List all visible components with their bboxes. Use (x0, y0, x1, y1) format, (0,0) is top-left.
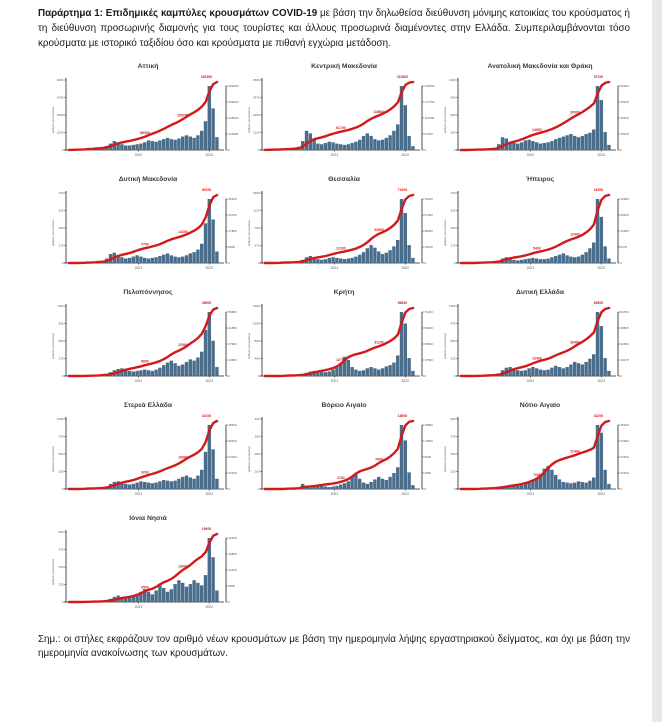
line-value-label: 30200 (201, 187, 212, 192)
svg-text:33900: 33900 (620, 196, 629, 201)
svg-text:32350: 32350 (620, 341, 629, 346)
svg-text:30150: 30150 (620, 115, 629, 120)
svg-text:3375: 3375 (252, 95, 260, 100)
svg-text:27900: 27900 (228, 341, 237, 346)
svg-text:0: 0 (61, 147, 64, 152)
chart-cell-6 (50, 287, 246, 391)
svg-text:14850: 14850 (424, 438, 433, 443)
line-value-label: 66600 (397, 300, 408, 305)
svg-text:500: 500 (58, 451, 64, 456)
line-value-label: 61700 (336, 125, 346, 130)
y-axis-label: αριθμός κρουσμάτων (443, 106, 447, 133)
chart-title: Ανατολική Μακεδονία και Θράκη (487, 62, 593, 70)
svg-text:125: 125 (58, 582, 64, 587)
svg-text:200: 200 (254, 451, 260, 456)
svg-text:171750: 171750 (424, 99, 435, 104)
x-tick-label: 2022 (205, 604, 213, 609)
chart-title: Πελοπόννησος (123, 288, 173, 296)
x-tick-label: 2021 (134, 604, 143, 609)
x-tick-label: 2022 (205, 378, 213, 383)
svg-text:975: 975 (450, 321, 456, 326)
line-value-label: 19900 (178, 455, 188, 460)
svg-text:700: 700 (450, 190, 456, 195)
x-tick-label: 2022 (597, 152, 605, 157)
chart-canvas (50, 185, 246, 277)
line-value-label: 14500 (532, 127, 542, 132)
svg-text:24300: 24300 (228, 454, 237, 459)
svg-text:100: 100 (254, 469, 260, 474)
svg-text:450: 450 (450, 451, 456, 456)
svg-text:48600: 48600 (228, 422, 237, 427)
line-value-label: 8800 (141, 359, 149, 364)
appendix-header (38, 7, 630, 52)
svg-text:9000: 9000 (56, 77, 64, 82)
line-value-label: 13400 (532, 355, 542, 360)
svg-text:750: 750 (58, 434, 64, 439)
x-tick-label: 2021 (134, 265, 143, 270)
svg-text:0: 0 (453, 373, 456, 378)
line-value-label: 32800 (374, 227, 384, 232)
svg-text:0: 0 (257, 486, 260, 491)
y-axis-label: αριθμός κρουσμάτων (51, 445, 55, 472)
svg-text:226000: 226000 (228, 115, 239, 120)
chart-canvas (246, 298, 442, 390)
footnote-text: οι στήλες εκφράζουν τον αριθμό νέων κρουσμάτων με βάση την ημερομηνία λήψης εργαστηριακού δείγματος, και όχι με βάση την ημερομηνία ανακοίνωσης των κρουσμάτων. (38, 633, 630, 660)
y-axis-label: αριθμός κρουσμάτων (51, 558, 55, 585)
chart-cell-4 (246, 174, 442, 278)
svg-text:0: 0 (424, 486, 427, 491)
svg-text:825: 825 (58, 321, 64, 326)
chart-cell-12 (50, 513, 246, 617)
svg-text:4500: 4500 (252, 77, 260, 82)
line-value-label: 22400 (570, 449, 580, 454)
svg-text:57250: 57250 (424, 131, 433, 136)
svg-text:2250: 2250 (252, 112, 260, 117)
line-value-label: 3500 (141, 585, 149, 590)
svg-text:11200: 11200 (228, 567, 237, 572)
line-value-label: 19600 (201, 526, 212, 531)
chart-title: Ιόνια Νησιά (129, 514, 167, 522)
chart-cell-5 (442, 174, 638, 278)
svg-text:525: 525 (450, 208, 456, 213)
y-axis-label: αριθμός κρουσμάτων (443, 332, 447, 359)
chart-canvas (50, 524, 246, 616)
svg-text:4950: 4950 (424, 470, 432, 475)
chart-title: Νότιο Αιγαίο (519, 401, 561, 409)
chart-cell-9 (50, 400, 246, 504)
chart-title: Κεντρική Μακεδονία (311, 62, 377, 70)
svg-text:1300: 1300 (448, 303, 456, 308)
x-tick-label: 2022 (401, 378, 409, 383)
svg-text:64700: 64700 (620, 309, 629, 314)
svg-text:45200: 45200 (620, 422, 629, 427)
line-value-label: 42200 (593, 413, 604, 418)
y-axis-label: αριθμός κρουσμάτων (247, 219, 251, 246)
svg-text:0: 0 (620, 147, 623, 152)
svg-text:175: 175 (58, 243, 64, 248)
line-value-label: 391500 (200, 74, 213, 79)
svg-text:250: 250 (58, 564, 64, 569)
line-value-label: 10600 (178, 563, 188, 568)
svg-text:9900: 9900 (424, 454, 432, 459)
x-tick-label: 2022 (597, 491, 605, 496)
chart-canvas (442, 411, 638, 503)
svg-text:800: 800 (254, 338, 260, 343)
chart-cell-7 (246, 287, 442, 391)
svg-text:114500: 114500 (424, 115, 435, 120)
svg-text:22400: 22400 (228, 535, 237, 540)
svg-text:8475: 8475 (620, 244, 628, 249)
line-value-label: 12200 (336, 246, 346, 251)
svg-text:0: 0 (620, 486, 623, 491)
chart-title: Κρήτη (333, 288, 355, 296)
svg-text:0: 0 (453, 147, 456, 152)
svg-text:0: 0 (228, 599, 231, 604)
svg-text:1000: 1000 (56, 416, 64, 421)
svg-text:325: 325 (450, 356, 456, 361)
chart-cell-2 (442, 61, 638, 165)
svg-text:17800: 17800 (228, 228, 237, 233)
y-axis-label: αριθμός κρουσμάτων (247, 445, 251, 472)
chart-cell-11 (442, 400, 638, 504)
chart-cell-8 (442, 287, 638, 391)
line-value-label: 88300 (140, 130, 150, 135)
svg-text:0: 0 (228, 373, 231, 378)
x-tick-label: 2022 (401, 491, 409, 496)
svg-text:400: 400 (254, 356, 260, 361)
svg-text:76400: 76400 (424, 196, 433, 201)
x-tick-label: 2021 (330, 378, 339, 383)
svg-text:5600: 5600 (228, 583, 236, 588)
chart-canvas (50, 298, 246, 390)
svg-text:600: 600 (450, 112, 456, 117)
y-axis-label: αριθμός κρουσμάτων (51, 332, 55, 359)
svg-text:675: 675 (450, 434, 456, 439)
line-value-label: 30000 (570, 110, 580, 115)
y-axis-label: αριθμός κρουσμάτων (247, 332, 251, 359)
line-value-label: 71600 (397, 187, 408, 192)
svg-text:0: 0 (424, 260, 427, 265)
chart-title: Ήπειρος (525, 175, 555, 183)
chart-canvas (442, 298, 638, 390)
x-tick-label: 2021 (134, 378, 143, 383)
x-tick-label: 2021 (134, 491, 143, 496)
x-tick-label: 2021 (330, 491, 339, 496)
svg-text:33900: 33900 (620, 438, 629, 443)
svg-text:400: 400 (254, 416, 260, 421)
line-value-label: 12400 (570, 232, 580, 237)
line-value-label: 205700 (177, 113, 189, 118)
svg-text:900: 900 (450, 95, 456, 100)
svg-text:41850: 41850 (228, 325, 237, 330)
svg-text:0: 0 (61, 599, 64, 604)
svg-text:1100: 1100 (57, 303, 64, 308)
chart-title: Αττική (137, 62, 159, 70)
line-value-label: 12700 (336, 357, 346, 362)
svg-text:1200: 1200 (252, 321, 260, 326)
chart-title: Βόρειο Αιγαίο (321, 401, 367, 409)
svg-text:175: 175 (450, 243, 456, 248)
svg-text:300: 300 (450, 130, 456, 135)
chart-canvas (246, 72, 442, 164)
svg-text:750: 750 (254, 225, 260, 230)
footnote (38, 633, 630, 662)
svg-text:2250: 2250 (56, 130, 64, 135)
svg-text:650: 650 (450, 338, 456, 343)
chart-title: Στερεά Ελλάδα (123, 401, 173, 409)
line-value-label: 31500 (593, 187, 604, 192)
svg-text:4500: 4500 (56, 112, 64, 117)
svg-text:0: 0 (228, 486, 231, 491)
svg-text:55800: 55800 (228, 309, 237, 314)
svg-text:339000: 339000 (228, 99, 239, 104)
line-value-label: 7000 (533, 472, 541, 477)
x-tick-label: 2021 (526, 378, 535, 383)
svg-text:17800: 17800 (424, 357, 433, 362)
svg-text:0: 0 (228, 147, 231, 152)
svg-text:36450: 36450 (228, 438, 237, 443)
svg-text:550: 550 (58, 338, 64, 343)
chart-canvas (246, 411, 442, 503)
svg-text:0: 0 (453, 486, 456, 491)
chart-cell-1 (246, 61, 442, 165)
line-value-label: 5400 (533, 246, 541, 251)
line-value-label: 60800 (593, 300, 604, 305)
x-tick-label: 2021 (526, 265, 535, 270)
line-value-label: 22500 (178, 342, 188, 347)
svg-text:16800: 16800 (228, 551, 237, 556)
chart-canvas (442, 185, 638, 277)
line-value-label: 31100 (374, 340, 384, 345)
chart-cell-3 (50, 174, 246, 278)
svg-text:1600: 1600 (252, 303, 260, 308)
line-value-label: 2100 (337, 475, 345, 480)
chart-cell-10 (246, 400, 442, 504)
svg-text:525: 525 (58, 208, 64, 213)
svg-text:19100: 19100 (424, 244, 433, 249)
appendix-header-rest: με βάση την δηλωθείσα διεύθυνση μόνιμης κατοικίας του κρούσματος ή τη διεύθυνση προσωρινής διαμονής για τους τουρίστες και άλλους προσωρινά διαμένοντες στην Ελλάδα. Συμπεριλαμβάνονται τόσο κρούσματα με ιστορικό ταξιδίου όσο και κρούσματα με πιθανή εγχώρια μετάδοση. (38, 8, 630, 49)
svg-text:48525: 48525 (620, 325, 629, 330)
footnote-prefix: Σημ.: (38, 633, 61, 645)
svg-text:1500: 1500 (252, 190, 260, 195)
y-axis-label: αριθμός κρουσμάτων (51, 219, 55, 246)
svg-text:0: 0 (61, 486, 64, 491)
y-axis-label: αριθμός κρουσμάτων (51, 106, 55, 133)
svg-text:452000: 452000 (228, 83, 239, 88)
chart-canvas (50, 411, 246, 503)
line-value-label: 49800 (201, 300, 212, 305)
svg-text:250: 250 (58, 469, 64, 474)
cumulative-cases-line (461, 421, 609, 489)
svg-text:19800: 19800 (424, 422, 433, 427)
line-value-label: 42100 (201, 413, 212, 418)
chart-canvas (246, 185, 442, 277)
x-tick-label: 2022 (205, 265, 213, 270)
svg-text:22600: 22600 (620, 454, 629, 459)
chart-canvas (442, 72, 638, 164)
svg-text:13950: 13950 (228, 357, 237, 362)
svg-text:11300: 11300 (620, 470, 629, 475)
svg-text:0: 0 (61, 373, 64, 378)
svg-text:0: 0 (424, 147, 427, 152)
svg-text:45225: 45225 (620, 99, 629, 104)
svg-text:8900: 8900 (228, 244, 236, 249)
svg-text:16950: 16950 (620, 228, 629, 233)
svg-text:38200: 38200 (424, 228, 433, 233)
chart-canvas (50, 72, 246, 164)
x-tick-label: 2021 (526, 491, 535, 496)
svg-text:0: 0 (228, 260, 231, 265)
x-tick-label: 2021 (330, 265, 339, 270)
svg-text:12150: 12150 (228, 470, 237, 475)
svg-text:1125: 1125 (253, 130, 260, 135)
svg-text:35600: 35600 (228, 196, 237, 201)
svg-text:15075: 15075 (620, 131, 629, 136)
y-axis-label: αριθμός κρουσμάτων (443, 219, 447, 246)
chart-title: Θεσσαλία (328, 175, 360, 183)
svg-text:6750: 6750 (56, 95, 64, 100)
svg-text:225: 225 (450, 469, 456, 474)
line-value-label: 28400 (570, 340, 580, 345)
chart-title: Δυτική Μακεδονία (118, 175, 178, 183)
appendix-header-bold: Παράρτημα 1: Επιδημικές καμπύλες κρουσμάτων COVID-19 (38, 8, 318, 19)
svg-text:375: 375 (254, 243, 260, 248)
svg-text:35600: 35600 (424, 341, 433, 346)
svg-text:0: 0 (257, 147, 260, 152)
svg-text:16175: 16175 (620, 357, 629, 362)
line-value-label: 219300 (396, 74, 409, 79)
chart-cell-0 (50, 61, 246, 165)
svg-text:350: 350 (450, 225, 456, 230)
x-tick-label: 2021 (134, 152, 143, 157)
chart-title: Δυτική Ελλάδα (515, 288, 565, 296)
svg-text:25425: 25425 (620, 212, 629, 217)
svg-text:0: 0 (257, 373, 260, 378)
line-value-label: 116600 (373, 109, 385, 114)
svg-text:0: 0 (257, 260, 260, 265)
svg-text:229000: 229000 (424, 83, 435, 88)
x-tick-label: 2022 (205, 152, 213, 157)
svg-text:500: 500 (58, 529, 64, 534)
svg-text:900: 900 (450, 416, 456, 421)
svg-text:53400: 53400 (424, 325, 433, 330)
svg-text:71200: 71200 (424, 309, 433, 314)
epidemic-curves-grid (50, 61, 630, 617)
line-value-label: 57100 (593, 74, 604, 79)
x-tick-label: 2022 (401, 152, 409, 157)
line-value-label: 7700 (141, 242, 149, 247)
y-axis-label: αριθμός κρουσμάτων (443, 445, 447, 472)
x-tick-label: 2022 (597, 378, 605, 383)
y-axis-label: αριθμός κρουσμάτων (247, 106, 251, 133)
x-tick-label: 2022 (597, 265, 605, 270)
x-tick-label: 2022 (205, 491, 213, 496)
svg-text:275: 275 (58, 356, 64, 361)
svg-text:300: 300 (254, 434, 260, 439)
svg-text:113000: 113000 (228, 131, 239, 136)
svg-text:1125: 1125 (253, 208, 260, 213)
svg-text:375: 375 (58, 547, 64, 552)
x-tick-label: 2021 (526, 152, 535, 157)
svg-text:350: 350 (58, 225, 64, 230)
svg-text:60300: 60300 (620, 83, 629, 88)
line-value-label: 14200 (178, 229, 188, 234)
line-value-label: 9200 (141, 470, 149, 475)
line-value-label: 7600 (375, 457, 383, 462)
x-tick-label: 2022 (401, 265, 409, 270)
svg-text:0: 0 (61, 260, 64, 265)
svg-text:700: 700 (58, 190, 64, 195)
line-value-label: 18600 (397, 413, 408, 418)
svg-text:0: 0 (453, 260, 456, 265)
svg-text:0: 0 (620, 260, 623, 265)
svg-text:0: 0 (424, 373, 427, 378)
svg-text:0: 0 (620, 373, 623, 378)
svg-text:1200: 1200 (448, 77, 456, 82)
svg-text:57300: 57300 (424, 212, 433, 217)
svg-text:26700: 26700 (228, 212, 237, 217)
x-tick-label: 2021 (330, 152, 339, 157)
